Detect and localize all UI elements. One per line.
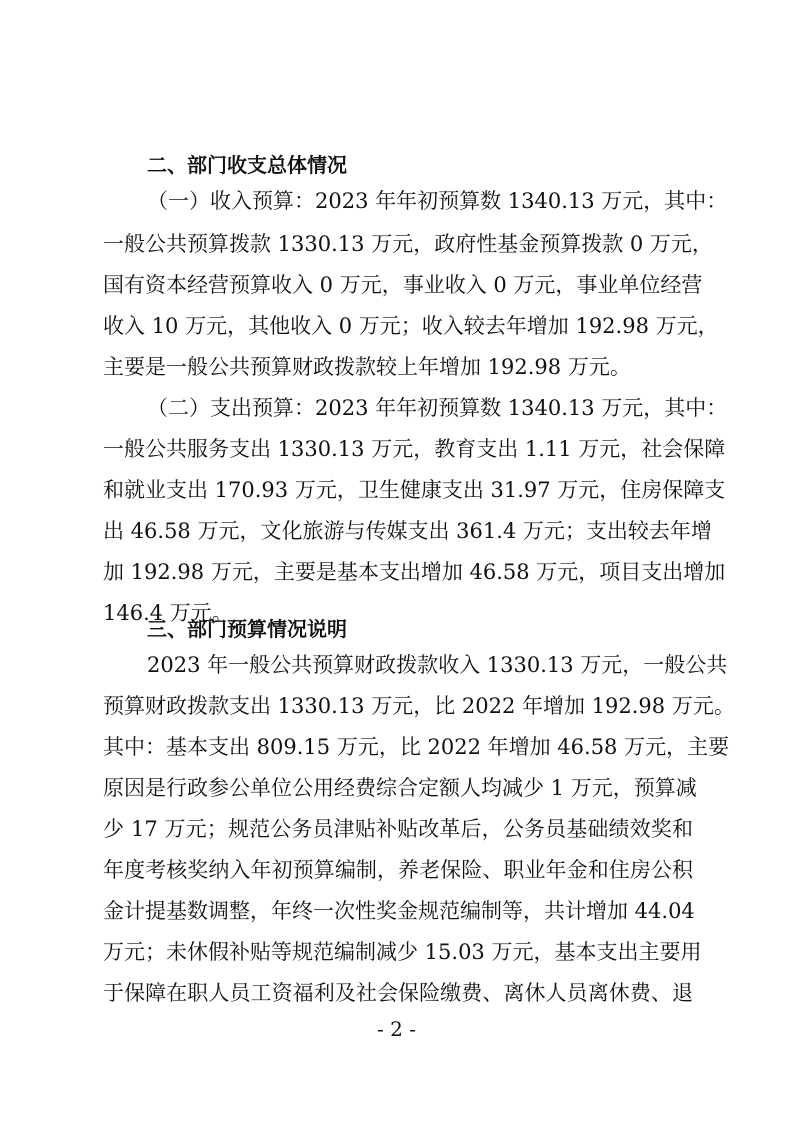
section-heading-budget-explanation: 三、部门预算情况说明: [147, 617, 347, 641]
explanation-paragraph-line: 万元；未休假补贴等规范编制减少 15.03 万元，基本支出主要用: [103, 940, 702, 964]
expense-paragraph-line: 加 192.98 万元，主要是基本支出增加 46.58 万元，项目支出增加: [103, 560, 726, 584]
income-paragraph-line: 一般公共预算拨款 1330.13 万元，政府性基金预算拨款 0 万元，: [103, 232, 713, 256]
income-paragraph-line: 主要是一般公共预算财政拨款较上年增加 192.98 万元。: [103, 355, 631, 379]
explanation-paragraph-line: 预算财政拨款支出 1330.13 万元，比 2022 年增加 192.98 万元。: [103, 694, 735, 718]
expense-paragraph-line: 和就业支出 170.93 万元，卫生健康支出 31.97 万元，住房保障支: [103, 478, 726, 502]
income-paragraph-line: 国有资本经营预算收入 0 万元，事业收入 0 万元，事业单位经营: [103, 273, 703, 297]
explanation-paragraph-line: 原因是行政参公单位公用经费综合定额人均减少 1 万元，预算减: [103, 776, 697, 800]
income-paragraph-line: （一）收入预算：2023 年年初预算数 1340.13 万元，其中：: [147, 189, 728, 213]
explanation-paragraph-line: 于保障在职人员工资福利及社会保险缴费、离休人员离休费、退: [103, 981, 693, 1005]
expense-paragraph-line: 146.4 万元。: [103, 601, 233, 625]
page-number: - 2 -: [377, 1017, 416, 1041]
explanation-paragraph-line: 金计提基数调整，年终一次性奖金规范编制等，共计增加 44.04: [103, 899, 695, 923]
income-paragraph-line: 收入 10 万元，其他收入 0 万元；收入较去年增加 192.98 万元，: [103, 314, 719, 338]
expense-paragraph-line: 出 46.58 万元，文化旅游与传媒支出 361.4 万元；支出较去年增: [103, 519, 712, 543]
expense-paragraph-line: 一般公共服务支出 1330.13 万元，教育支出 1.11 万元，社会保障: [103, 437, 726, 461]
explanation-paragraph-line: 其中：基本支出 809.15 万元，比 2022 年增加 46.58 万元，主要: [103, 735, 730, 759]
expense-paragraph-line: （二）支出预算：2023 年年初预算数 1340.13 万元，其中：: [147, 396, 728, 420]
explanation-paragraph-line: 少 17 万元；规范公务员津贴补贴改革后，公务员基础绩效奖和: [103, 817, 693, 841]
explanation-paragraph-line: 年度考核奖纳入年初预算编制，养老保险、职业年金和住房公积: [103, 858, 693, 882]
section-heading-budget-overview: 二、部门收支总体情况: [147, 153, 347, 177]
explanation-paragraph-line: 2023 年一般公共预算财政拨款收入 1330.13 万元，一般公共: [147, 653, 728, 677]
